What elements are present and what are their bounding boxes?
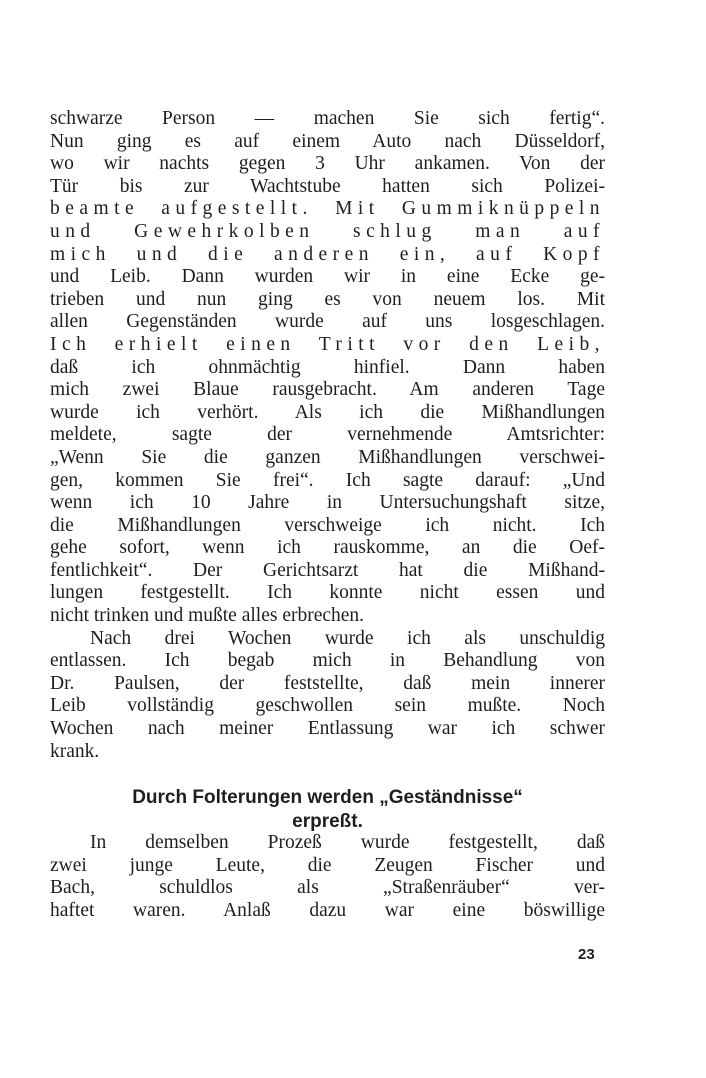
text-line: schwarze Person — machen Sie sich fertig“. [50,108,605,129]
body-text [50,108,605,763]
text-line-emphasized: und Gewehrkolben schlug man auf [50,220,605,242]
page-number: 23 [578,946,595,963]
text-line: nicht trinken und mußte alles erbrechen. [50,605,365,627]
section-heading-continued: erpreßt. [292,811,363,832]
text-line: Bach, schuldlos als „Straßenräuber“ ver- [50,877,605,899]
text-line: wenn ich 10 Jahre in Untersuchungshaft sitze, [50,492,605,514]
text-line: allen Gegenständen wurde auf uns losgeschlagen. [50,311,605,333]
text-line-emphasized: beamte aufgestellt. Mit Gummiknüppeln [50,198,605,220]
text-line: Nach drei Wochen wurde ich als unschuldig [90,627,605,649]
text-line-emphasized: Ich erhielt einen Tritt vor den Leib, [50,333,605,355]
text-line: und Leib. Dann wurden wir in eine Ecke ge- [50,266,605,288]
text-line: haftet waren. Anlaß dazu war eine böswillige [50,899,605,921]
text-line: Wochen nach meiner Entlassung war ich schwer [50,718,605,740]
text-line: meldete, sagte der vernehmende Amtsrichter: [50,424,605,446]
text-line: entlassen. Ich begab mich in Behandlung von [50,650,605,672]
text-line: wo wir nachts gegen 3 Uhr ankamen. Von der [50,153,605,175]
text-line: gen, kommen Sie frei“. Ich sagte darauf: „Und [50,469,605,491]
text-line: In demselben Prozeß wurde festgestellt, daß [90,832,605,853]
text-line: gehe sofort, wenn ich rauskomme, an die Oef- [50,537,605,559]
text-line: trieben und nun ging es von neuem los. Mit [50,288,605,310]
text-line: „Wenn Sie die ganzen Mißhandlungen verschwei- [50,446,605,468]
text-line-emphasized: mich und die anderen ein, auf Kopf [50,243,605,265]
section-heading: Durch Folterungen werden „Geständnisse“ [132,787,523,808]
text-line: Nun ging es auf einem Auto nach Düsseldorf, [50,130,605,152]
text-line: daß ich ohnmächtig hinfiel. Dann haben [50,356,605,378]
text-line: krank. [50,740,100,762]
text-line: wurde ich verhört. Als ich die Mißhandlungen [50,401,605,423]
text-line: lungen festgestellt. Ich konnte nicht essen und [50,582,605,604]
text-line: mich zwei Blaue rausgebracht. Am anderen Tage [50,379,605,401]
text-line: zwei junge Leute, die Zeugen Fischer und [50,854,605,876]
text-line: die Mißhandlungen verschweige ich nicht. Ich [50,514,605,536]
text-line: fentlichkeit“. Der Gerichtsarzt hat die Mißhand- [50,559,605,581]
text-line: Leib vollständig geschwollen sein mußte. Noch [50,695,605,717]
body-text-continued [50,832,605,922]
text-line: Dr. Paulsen, der feststellte, daß mein innerer [50,672,605,694]
text-line: Tür bis zur Wachtstube hatten sich Polizei- [50,175,605,197]
